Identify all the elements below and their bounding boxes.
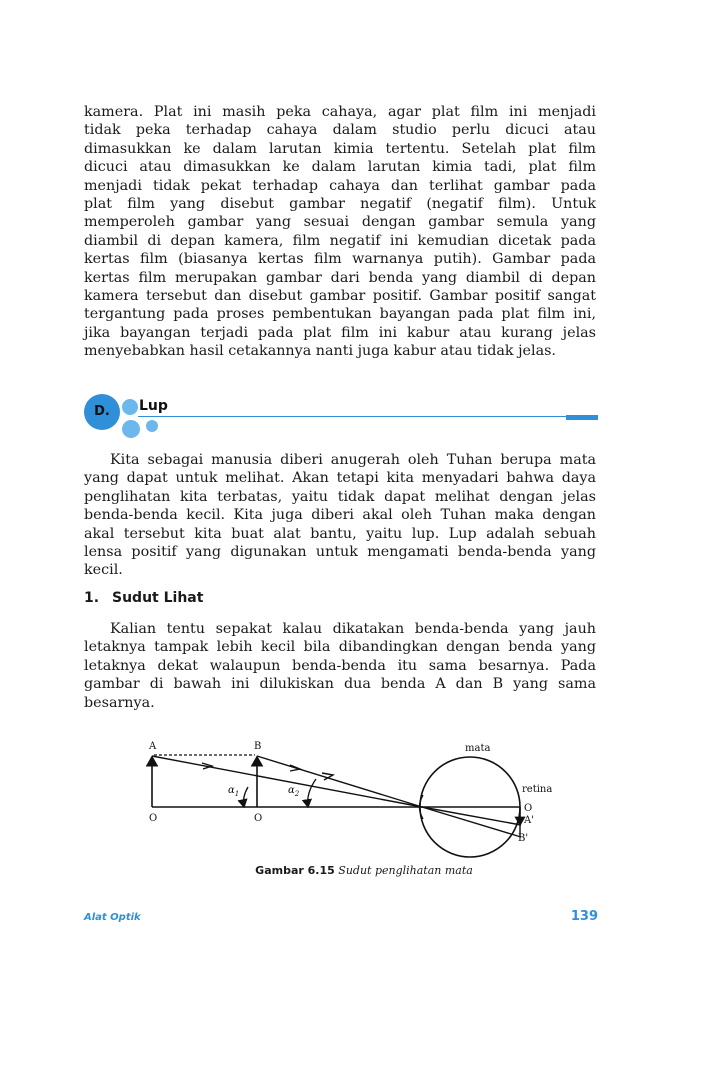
paragraph-kamera-line: kamera tersebut dan disebut gambar positif. Gambar positif sangat — [84, 288, 596, 305]
decor-dot — [122, 420, 140, 438]
label-retina: retina — [522, 784, 553, 795]
label-b: B — [254, 741, 262, 752]
paragraph-lup-intro-line: benda-benda kecil. Kita juga diberi akal oleh Tuhan maka dengan — [84, 507, 596, 524]
label-b-image: B' — [518, 833, 529, 844]
label-a-image: A' — [524, 815, 534, 826]
label-o-b: O — [254, 813, 263, 824]
subsection-heading — [84, 590, 203, 606]
viewing-angle-diagram — [140, 735, 580, 860]
subsection-title: Sudut Lihat — [112, 590, 204, 606]
paragraph-lup-intro-line: kecil. — [84, 562, 123, 579]
paragraph-lup-intro-line: akal tersebut kita buat alat bantu, yaitu lup. Lup adalah sebuah — [84, 525, 596, 542]
paragraph-kamera-line: dimasukkan ke dalam larutan kimia tertentu. Setelah plat film — [84, 140, 596, 157]
section-letter: D. — [94, 404, 110, 419]
paragraph-kamera-line: tidak peka terhadap cahaya dalam studio perlu dicuci atau — [84, 122, 596, 139]
paragraph-lup-intro-line: Kita sebagai manusia diberi anugerah oleh Tuhan berupa mata — [110, 452, 596, 468]
caption-label: Gambar 6.15 — [255, 864, 335, 877]
paragraph-kamera-line: dicuci atau dimasukkan ke dalam larutan kimia tadi, plat film — [84, 159, 596, 176]
decor-dot — [122, 399, 138, 415]
label-alpha1: $\alpha_1$ — [228, 785, 240, 798]
figure-viewing-angle — [140, 735, 580, 860]
footer-book-title: Alat Optik — [84, 912, 141, 923]
section-heading — [84, 392, 598, 440]
paragraph-lup-intro-line: yang dapat untuk melihat. Akan tetapi kita menyadari bahwa daya — [84, 470, 596, 487]
paragraph-lup-intro — [84, 451, 596, 580]
page-number: 139 — [570, 909, 598, 924]
paragraph-kamera-line: menjadi tidak pekat terhadap cahaya dan terlihat gambar pada — [84, 177, 596, 194]
angle-alpha2-arc — [308, 779, 316, 807]
caption-text: Sudut penglihatan mata — [338, 864, 473, 877]
paragraph-kamera-line: tergantung pada proses pembentukan bayangan pada plat film ini, — [84, 306, 596, 323]
section-title: Lup — [139, 398, 168, 414]
ray-b — [257, 756, 422, 807]
paragraph-sudut-lihat-line: gambar di bawah ini dilukiskan dua benda A dan B yang sama — [84, 676, 596, 693]
paragraph-kamera-line: diambil di depan kamera, film negatif ini kemudian dicetak pada — [84, 232, 596, 249]
decor-dot — [146, 420, 158, 432]
paragraph-lup-intro-line: lensa positif yang digunakan untuk mengamati benda-benda yang — [84, 544, 596, 561]
section-rule-accent — [566, 415, 598, 420]
paragraph-sudut-lihat-line: Kalian tentu sepakat kalau dikatakan benda-benda yang jauh — [110, 621, 596, 637]
paragraph-kamera-line: memperoleh gambar yang sesuai dengan gambar semula yang — [84, 214, 596, 231]
paragraph-sudut-lihat-line: letaknya tampak lebih kecil bila dibandingkan dengan benda yang — [84, 639, 596, 656]
paragraph-kamera-line: kertas film (biasanya kertas film warnanya putih). Gambar pada — [84, 251, 596, 268]
paragraph-sudut-lihat-line: letaknya dekat walaupun benda-benda itu sama besarnya. Pada — [84, 657, 596, 674]
paragraph-kamera-line: jika bayangan terjadi pada plat film ini kabur atau kurang jelas — [84, 324, 596, 341]
paragraph-sudut-lihat — [84, 620, 596, 712]
ray-a — [152, 756, 422, 807]
paragraph-kamera-line: kertas film merupakan gambar dari benda yang diambil di depan — [84, 269, 596, 286]
section-rule — [138, 416, 598, 417]
subsection-number: 1. — [84, 590, 100, 606]
paragraph-kamera — [84, 103, 596, 361]
label-o-a: O — [149, 813, 158, 824]
label-alpha2: $\alpha_2$ — [288, 785, 300, 798]
paragraph-kamera-line: menyebabkan hasil cetakannya nanti juga kabur atau tidak jelas. — [84, 343, 556, 360]
label-a: A — [149, 741, 157, 752]
angle-alpha1-arc — [244, 787, 249, 807]
figure-caption — [0, 864, 728, 877]
label-o-image: O — [524, 803, 533, 814]
paragraph-lup-intro-line: penglihatan kita terbatas, yaitu tidak dapat melihat dengan jelas — [84, 488, 596, 505]
label-mata: mata — [465, 743, 491, 754]
paragraph-kamera-line: kamera. Plat ini masih peka cahaya, agar plat film ini menjadi — [84, 104, 596, 120]
paragraph-kamera-line: plat film yang disebut gambar negatif (negatif film). Untuk — [84, 196, 596, 213]
paragraph-sudut-lihat-line: besarnya. — [84, 694, 155, 711]
